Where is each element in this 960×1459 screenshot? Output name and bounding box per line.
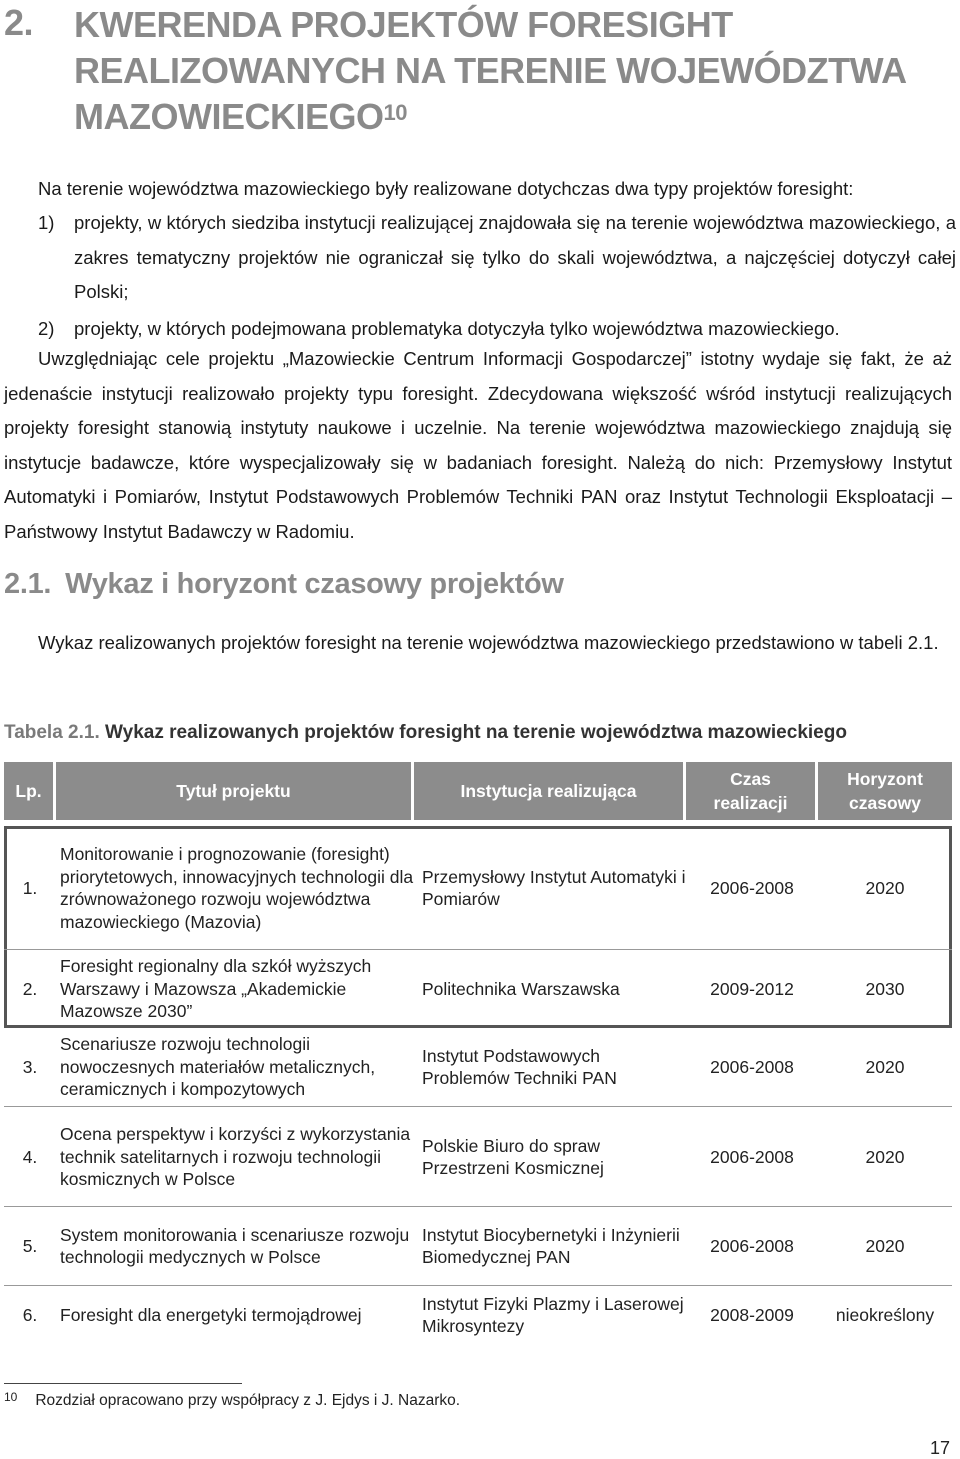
section-number: 2.1. (4, 568, 52, 600)
chapter-title-text: KWERENDA PROJEKTÓW FORESIGHT REALIZOWANYCH NA TERENIE WOJEWÓDZTWA MAZOWIECKIEGO (74, 4, 906, 137)
cell-lp: 1. (22, 877, 38, 898)
cell-time: 2006-2008 (710, 1146, 794, 1167)
header-lp: Lp. (4, 762, 56, 820)
section-heading (4, 568, 564, 601)
cell-title: Monitorowanie i prognozowanie (foresight) priorytetowych, innowacyjnych technologii dla zrównoważonego rozwoju województwa mazowieckiego (Mazovia) (60, 844, 414, 932)
cell-lp: 3. (22, 1056, 38, 1077)
cell-time: 2006-2008 (710, 1056, 794, 1077)
cell-horizon: 2020 (865, 1235, 905, 1256)
paragraph-1: Uwzględniając cele projektu „Mazowieckie Centrum Informacji Gospodarczej” istotny wydaje się fakt, że aż jedenaście instytucji realizowało projekty typu foresight. Zdecydowana większość wśród instytucji realizujących projekty foresight stanowią instytuty naukowe i uczelnie. Na terenie województwa mazowieckiego znajdują się instytucje badawcze, które wyspecjalizowały się w badaniach foresight. Należą do nich: Przemysłowy Instytut Automatyki i Pomiarów, Instytut Podstawowych Problemów Techniki PAN oraz Instytut Technologii Eksploatacji – Państwowy Instytut Badawczy w Radomiu. (4, 348, 952, 542)
project-type-list (38, 206, 956, 346)
table-header (4, 762, 952, 820)
intro-text: Na terenie województwa mazowieckiego były realizowane dotychczas dwa typy projektów foresight: (38, 178, 854, 199)
cell-title: Foresight regionalny dla szkół wyższych Warszawy i Mazowsza „Akademickie Mazowsze 2030” (60, 956, 372, 1022)
header-time: Czas realizacji (686, 762, 818, 820)
table-row (4, 830, 952, 946)
cell-lp: 2. (22, 978, 38, 999)
cell-title: Ocena perspektyw i korzyści z wykorzystania technik satelitarnych i rozwoju technologii kosmicznych w Polsce (60, 1124, 411, 1190)
cell-title: Scenariusze rozwoju technologii nowoczesnych materiałów metalicznych, ceramicznych i kompozytowych (60, 1034, 376, 1100)
cell-institution: Instytut Biocybernetyki i Inżynierii Biomedycznej PAN (422, 1224, 680, 1267)
cell-time: 2006-2008 (710, 877, 794, 898)
row-separator (4, 1285, 952, 1286)
cell-horizon: nieokreślony (835, 1304, 935, 1325)
header-title: Tytuł projektu (56, 762, 414, 820)
chapter-number: 2. (4, 2, 34, 43)
cell-institution: Polskie Biuro do spraw Przestrzeni Kosmicznej (422, 1135, 604, 1178)
header-institution: Instytucja realizująca (414, 762, 686, 820)
table-row (4, 954, 952, 1024)
page-number: 17 (929, 1438, 950, 1458)
cell-institution: Przemysłowy Instytut Automatyki i Pomiarów (422, 866, 686, 909)
section-title: Wykaz i horyzont czasowy projektów (65, 568, 564, 600)
chapter-footnote-ref[interactable]: 10 (383, 100, 407, 125)
list-item-text: projekty, w których podejmowana problematyka dotyczyła tylko województwa mazowieckiego. (74, 317, 840, 339)
cell-title: Foresight dla energetyki termojądrowej (60, 1304, 362, 1325)
list-item-text: projekty, w których siedziba instytucji realizującej znajdowała się na terenie województwa mazowieckiego, a zakres tematyczny projektów nie ograniczał się tylko do skali województwa, a najczęściej dotyczył całej Polski; (74, 212, 956, 302)
cell-lp: 4. (22, 1146, 38, 1167)
cell-horizon: 2020 (865, 1146, 905, 1167)
table-caption-text: Wykaz realizowanych projektów foresight na terenie województwa mazowieckiego (105, 722, 847, 743)
footnote (4, 1392, 460, 1410)
cell-lp: 5. (22, 1235, 38, 1256)
table-row (4, 1032, 952, 1102)
table-caption-label: Tabela 2.1. (4, 722, 100, 743)
table-caption (4, 722, 847, 744)
list-item (38, 206, 956, 310)
footnote-text: Rozdział opracowano przy współpracy z J. Ejdys i J. Nazarko. (35, 1392, 461, 1409)
list-item-number: 2) (38, 317, 55, 339)
chapter-title (74, 2, 954, 140)
cell-horizon: 2020 (865, 1056, 905, 1077)
header-horizon: Horyzont czasowy (818, 762, 952, 820)
cell-horizon: 2020 (865, 877, 905, 898)
paragraph-2: Wykaz realizowanych projektów foresight na terenie województwa mazowieckiego przedstawiono w tabeli 2.1. (38, 632, 939, 653)
list-item-number: 1) (38, 212, 55, 233)
row-separator (4, 1106, 952, 1107)
cell-time: 2006-2008 (710, 1235, 794, 1256)
cell-institution: Instytut Fizyki Plazmy i Laserowej Mikrosyntezy (422, 1293, 684, 1336)
cell-horizon: 2030 (865, 978, 905, 999)
row-separator (4, 949, 952, 950)
table-row (4, 1111, 952, 1203)
row-separator (4, 1206, 952, 1207)
cell-time: 2008-2009 (710, 1304, 794, 1325)
cell-institution: Politechnika Warszawska (422, 978, 620, 999)
table-row (4, 1290, 952, 1340)
list-item (38, 312, 956, 347)
cell-title: System monitorowania i scenariusze rozwoju technologii medycznych w Polsce (60, 1224, 410, 1267)
footnote-mark: 10 (4, 1390, 18, 1404)
table-row (4, 1211, 952, 1281)
footnote-divider (4, 1383, 242, 1384)
cell-lp: 6. (22, 1304, 38, 1325)
cell-institution: Instytut Podstawowych Problemów Techniki PAN (422, 1045, 617, 1088)
cell-time: 2009-2012 (710, 978, 794, 999)
